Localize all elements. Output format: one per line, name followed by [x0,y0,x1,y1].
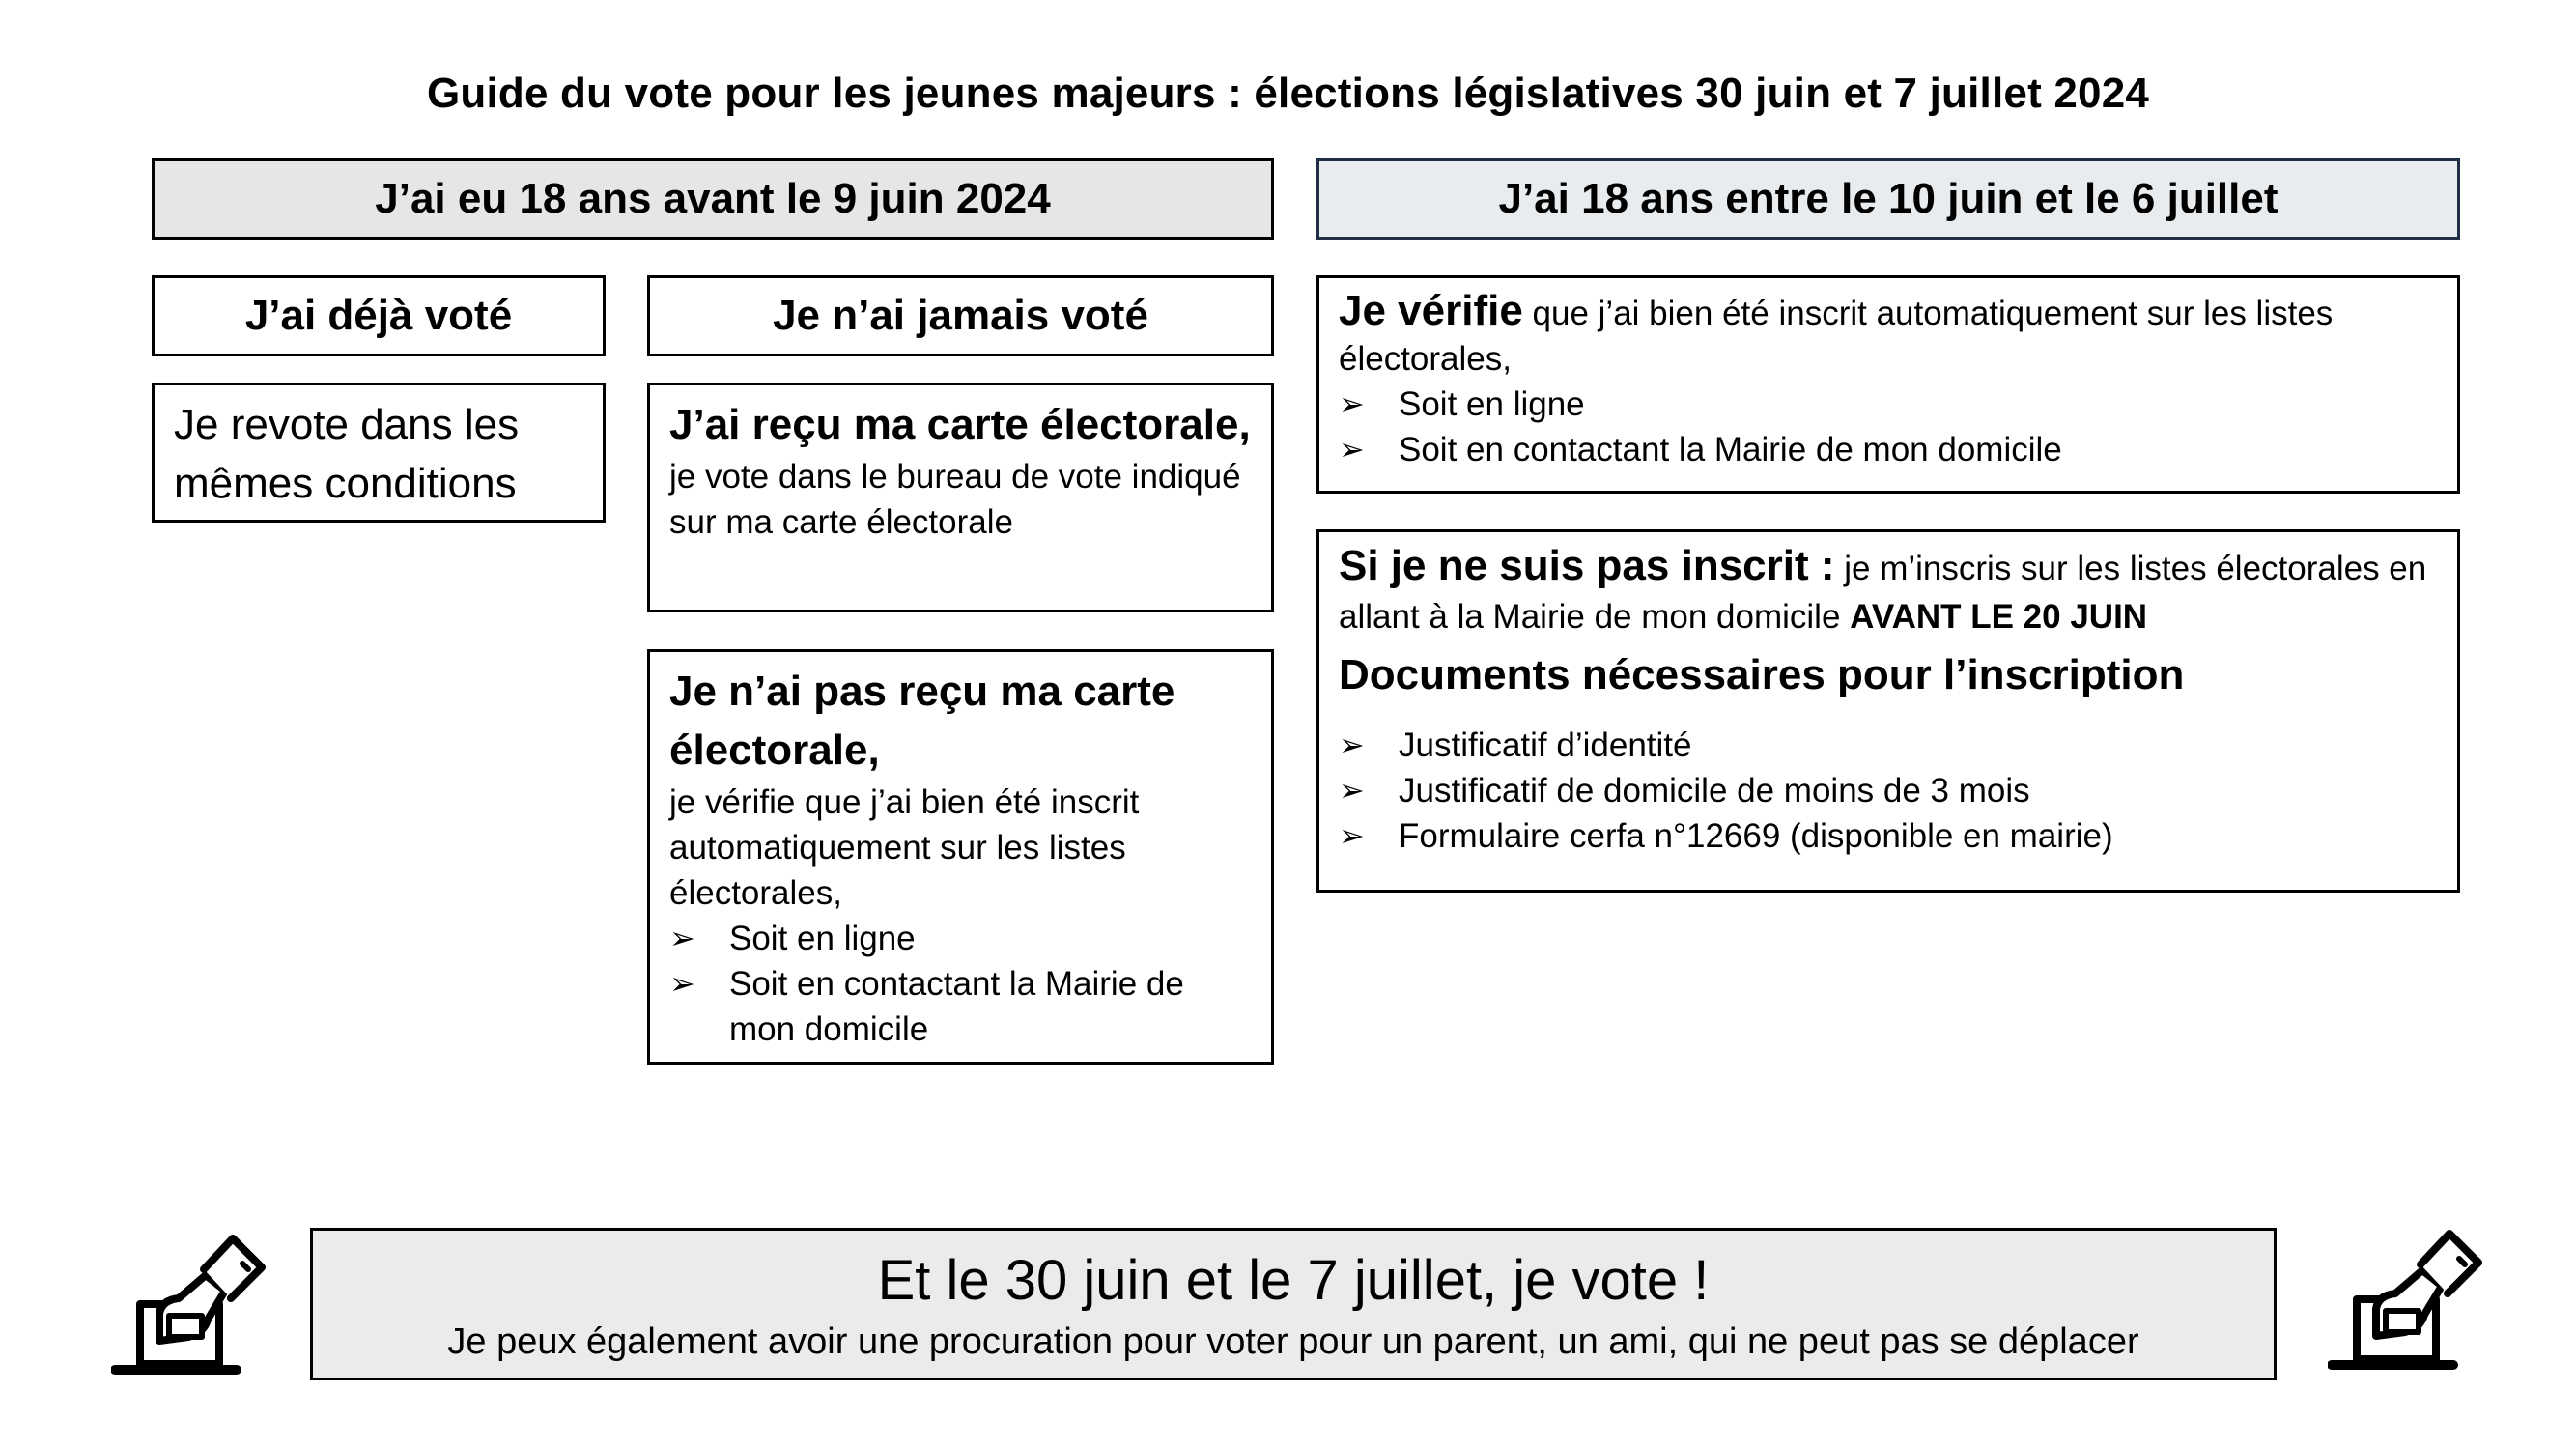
not-registered-lead: Si je ne suis pas inscrit : [1339,542,1835,589]
not-registered-box [1316,529,2460,893]
arrow-bullet-icon: ➢ [1339,432,1365,467]
documents-title: Documents nécessaires pour l’inscription [1339,651,2185,698]
already-voted-heading: J’ai déjà voté [152,275,606,356]
verify-paragraph [1339,288,2438,382]
list-item: ➢ Soit en ligne [669,916,1252,961]
card-not-received-bullets [669,916,1252,1052]
footer-sub-text: Je peux également avoir une procuration pour voter pour un parent, un ami, qui ne peut pas se déplacer [447,1321,2139,1362]
card-not-received-text: je vérifie que j’ai bien été inscrit automatiquement sur les listes électorales, [669,783,1140,912]
card-not-received-box [647,649,1274,1065]
card-received-title: J’ai reçu ma carte électorale, [669,401,1251,448]
verify-text: que j’ai bien été inscrit automatiquement sur les listes électorales, [1339,295,2334,378]
arrow-bullet-icon: ➢ [1339,818,1365,853]
card-received-text: je vote dans le bureau de vote indiqué sur ma carte électorale [669,458,1241,541]
not-registered-paragraph [1339,542,2438,641]
right-header: J’ai 18 ans entre le 10 juin et le 6 juillet [1316,158,2460,240]
already-voted-box [152,383,606,523]
not-registered-text: je m’inscris sur les listes électorales en allant à la Mairie de mon domicile [1339,550,2427,636]
list-item: ➢ Justificatif de domicile de moins de 3 mois [1339,768,2438,813]
ballot-box-vote-icon [2328,1222,2482,1377]
footer-main-text: Et le 30 juin et le 7 juillet, je vote ! [877,1249,1710,1312]
card-received-box [647,383,1274,612]
arrow-bullet-icon: ➢ [1339,386,1365,421]
card-not-received-title: Je n’ai pas reçu ma carte électorale, [669,668,1175,774]
verify-box [1316,275,2460,494]
arrow-bullet-icon: ➢ [669,966,695,1001]
ballot-box-vote-icon [111,1227,266,1381]
list-item: ➢ Soit en contactant la Mairie de mon domicile [1339,427,2438,472]
verify-lead: Je vérifie [1339,287,1523,334]
left-header: J’ai eu 18 ans avant le 9 juin 2024 [152,158,1274,240]
list-item: ➢ Soit en ligne [1339,382,2438,427]
never-voted-heading: Je n’ai jamais voté [647,275,1274,356]
list-item: ➢ Soit en contactant la Mairie de mon domicile [669,961,1252,1052]
arrow-bullet-icon: ➢ [669,921,695,955]
arrow-bullet-icon: ➢ [1339,773,1365,808]
verify-bullets [1339,382,2438,472]
documents-bullets [1339,723,2438,859]
page-title: Guide du vote pour les jeunes majeurs : élections législatives 30 juin et 7 juillet 2024 [426,70,2150,117]
footer-banner [310,1228,2277,1380]
list-item: ➢ Justificatif d’identité [1339,723,2438,768]
already-voted-text: Je revote dans les mêmes conditions [174,401,520,507]
arrow-bullet-icon: ➢ [1339,727,1365,762]
deadline-text: AVANT LE 20 JUIN [1850,598,2148,636]
list-item: ➢ Formulaire cerfa n°12669 (disponible en mairie) [1339,813,2438,859]
